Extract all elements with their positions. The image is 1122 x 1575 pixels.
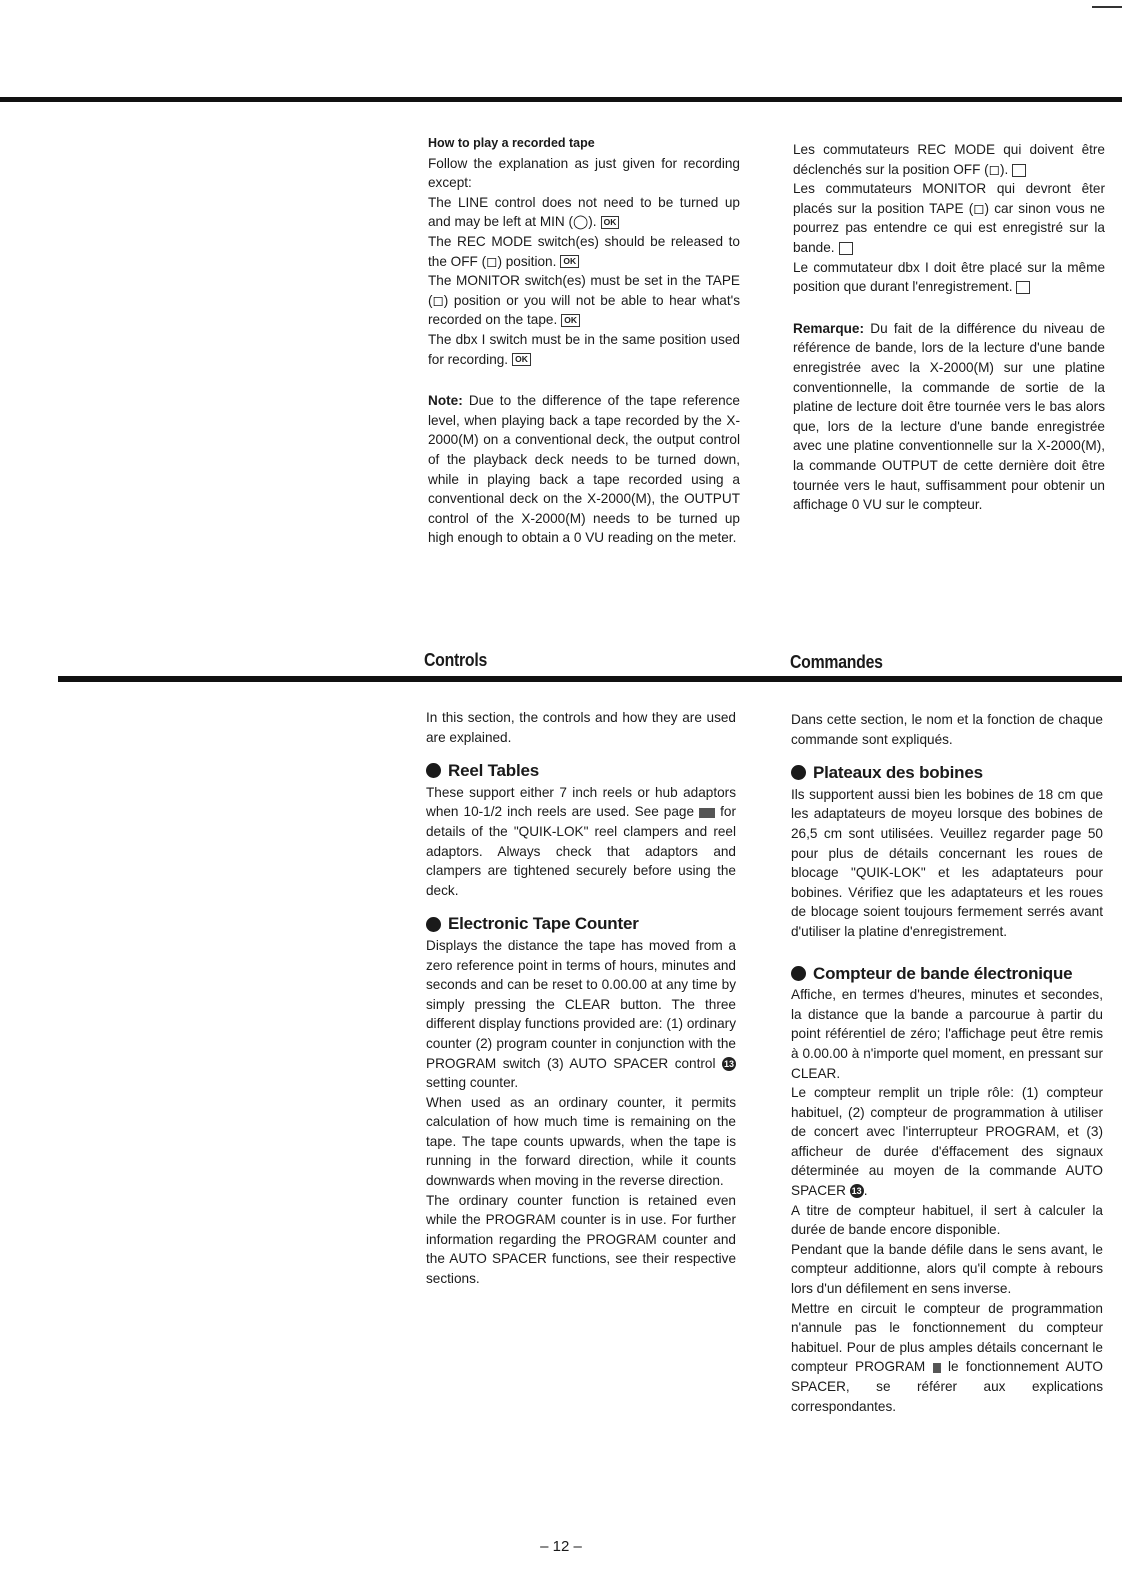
compteur-p2-text: Le compteur remplit un triple rôle: (1) compteur habituel, (2) compteur de programmation à utiliser de concert avec l'interrupteur PROGRAM, et (3) afficheur de durée d'éffacement des signaux déterminée au moyen de la commande AUTO SPACER [791, 1085, 1103, 1199]
bullet-icon [426, 763, 441, 778]
ok-check-icon: OK [512, 353, 531, 366]
checkbox-icon [1016, 281, 1030, 294]
compteur-p5-text-a: Mettre en circuit le compteur de programmation n'annule pas le fonctionnement du compteur habituel. Pour de plus amples détails concernant le compteur PROGRAM [791, 1300, 1103, 1375]
reel-tables-title: Reel Tables [448, 761, 540, 781]
reel-text-b: for details of the "QUIK-LOK" reel clampers and reel adaptors. Always check that adaptors and clampers are tightened securely before using the deck. [426, 804, 737, 898]
bottom-right-column [791, 710, 1103, 1416]
compteur-heading [791, 964, 1103, 984]
bullet-icon [791, 765, 806, 780]
playback-step-4 [428, 330, 740, 369]
plateaux-text: Ils supportent aussi bien les bobines de 18 cm que les adaptateurs de moyeu lorsque des bobines de 26,5 cm sont utilisées. Veuillez regarder page 50 pour plus de détails concernant les roues de blocage "QUIK-LOK" et les adaptateurs pour bobines. Vérifiez que les adaptateurs et les roues de blocage soient toujours fermement serrés avant d'utiliser la platine d'enregistrement. [791, 786, 1103, 939]
bullet-icon [791, 966, 806, 981]
top-rule [0, 97, 1122, 102]
controls-title: Controls [424, 650, 488, 670]
fr-step-1-text: Les commutateurs REC MODE qui doivent être déclenchés sur la position OFF (◻). [793, 142, 1105, 177]
page-ref-mark [933, 1363, 941, 1373]
fr-step-2-text: Les commutateurs MONITOR qui devront êter placés sur la position TAPE (◻) car sinon vous ne pourrez pas entendre ce qui est enregistré sur la bande. [793, 181, 1105, 255]
plateaux-heading [791, 763, 1103, 783]
fr-step-3 [793, 258, 1105, 297]
plateaux-title: Plateaux des bobines [813, 763, 983, 783]
bullet-icon [426, 917, 441, 932]
playback-step-1-text: The LINE control does not need to be turned up and may be left at MIN (◯). [428, 194, 740, 230]
compteur-p5-text-b: le fonctionnement AUTO SPACER, se référer aux explications correspondantes. [791, 1359, 1103, 1414]
page-number: – 12 – [540, 1538, 582, 1555]
checkbox-icon [839, 242, 853, 255]
tape-counter-title: Electronic Tape Counter [448, 914, 639, 934]
commandes-title: Commandes [790, 652, 883, 672]
remark-text: Du fait de la différence du niveau de référence de bande, lors de la lecture d'une bande enregistrée avec la X-2000(M) sur une platine conventionnelle, la commande de sortie de la platine de lecture doit être tournée vers le bas alors que, lors de la lecture d'une bande enregistrée avec une platine conventionnelle sur la X-2000(M), la commande OUTPUT de cette dernière doit être tournée vers le haut, suffisamment pour obtenir un affichage 0 VU sur le compteur. [793, 320, 1106, 513]
controls-intro: In this section, the controls and how they are used are explained. [426, 710, 736, 745]
compteur-p3: A titre de compteur habituel, il sert à calculer la durée de bande encore disponible. [791, 1202, 1103, 1238]
compteur-p2: Le compteur remplit un triple rôle: (1) compteur habituel, (2) compteur de programmation à utiliser de concert avec l'interrupteur PROGRAM, et (3) afficheur de durée d'éffacement des signaux déterminée au moyen de la commande AUTO SPACER 13 . [791, 1085, 1103, 1199]
compteur-p5 [791, 1299, 1103, 1417]
compteur-title: Compteur de bande électronique [813, 963, 1073, 983]
ok-check-icon: OK [560, 255, 579, 268]
playback-intro: Follow the explanation as just given for recording except: [428, 155, 740, 191]
remark-label: Remarque: [793, 320, 865, 336]
playback-step-2-text: The REC MODE switch(es) should be released to the OFF (◻) position. [428, 233, 740, 269]
counter-text-b: setting counter. [426, 1075, 519, 1091]
counter-text-a: Displays the distance the tape has moved from a zero reference point in terms of hours, minutes and seconds and can be reset to 0.00.00 at any time by simply pressing the CLEAR button. The three different display functions provided are: (1) ordinary counter (2) program counter in conjunction with the PROGRAM switch (3) AUTO SPACER control [426, 937, 736, 1071]
playback-step-3-text: The MONITOR switch(es) must be set in the TAPE (◻) position or you will not be able to hear what's recorded on the tape. [428, 273, 740, 328]
fr-step-3-text: Le commutateur dbx I doit être placé sur la même position que durant l'enregistrement. [793, 259, 1105, 295]
reel-text-a: These support either 7 inch reels or hub adaptors when 10-1/2 inch reels are used. See page [426, 784, 736, 820]
fr-step-2 [793, 179, 1105, 257]
checkbox-icon [1012, 164, 1026, 177]
ok-check-icon: OK [601, 216, 620, 229]
corner-mark [1092, 6, 1122, 8]
reel-tables-text [426, 783, 736, 901]
top-right-column [793, 140, 1105, 515]
playback-step-4-text: The dbx I switch must be in the same position used for recording. [428, 331, 740, 367]
compteur-p1: Affiche, en termes d'heures, minutes et secondes, la distance que la bande a parcourue à partir du point référentiel de zéro; l'affichage peut être remis à 0.00.00 à n'importe quel moment, en pressant sur CLEAR. [791, 987, 1103, 1081]
bottom-left-column [426, 708, 736, 1289]
control-number-badge: 13 [724, 1058, 735, 1069]
tape-counter-p1 [426, 936, 736, 1093]
playback-step-3 [428, 271, 740, 330]
top-left-column [428, 134, 740, 548]
control-number-badge: 13 [851, 1186, 862, 1197]
fr-remark [793, 319, 1105, 515]
commandes-intro: Dans cette section, le nom et la fonction de chaque commande sont expliqués. [791, 712, 1103, 747]
page-ref-mark [699, 808, 715, 818]
fr-step-1 [793, 140, 1105, 179]
note-label: Note: [428, 393, 463, 409]
tape-counter-heading [426, 914, 736, 934]
tape-counter-p3: The ordinary counter function is retained even while the PROGRAM counter is in use. For further information regarding the PROGRAM counter and the AUTO SPACER functions, see their respective sections. [426, 1192, 736, 1287]
compteur-p4: Pendant que la bande défile dans le sens avant, le compteur additionne, alors qu'il compte à rebours lors d'un défilement en sens inverse. [791, 1241, 1103, 1297]
note-text: Due to the difference of the tape reference level, when playing back a tape recorded by the X-2000(M) on a conventional deck, the output control of the playback deck needs to be turned down, while in playing back a tape recorded using a conventional deck on the X-2000(M), the OUTPUT control of the X-2000(M) needs to be turned up high enough to obtain a 0 VU reading on the meter. [428, 393, 740, 546]
reel-tables-heading [426, 761, 736, 781]
playback-note [428, 391, 740, 548]
playback-step-1 [428, 193, 740, 232]
playback-step-2 [428, 232, 740, 271]
middle-rule [58, 676, 1122, 682]
ok-check-icon: OK [561, 314, 580, 327]
playback-heading: How to play a recorded tape [428, 136, 595, 150]
tape-counter-p2: When used as an ordinary counter, it permits calculation of how much time is remaining on the tape. The tape counts upwards, when the tape is running in the forward direction, while it counts downwards when moving in the reverse direction. [426, 1094, 736, 1189]
